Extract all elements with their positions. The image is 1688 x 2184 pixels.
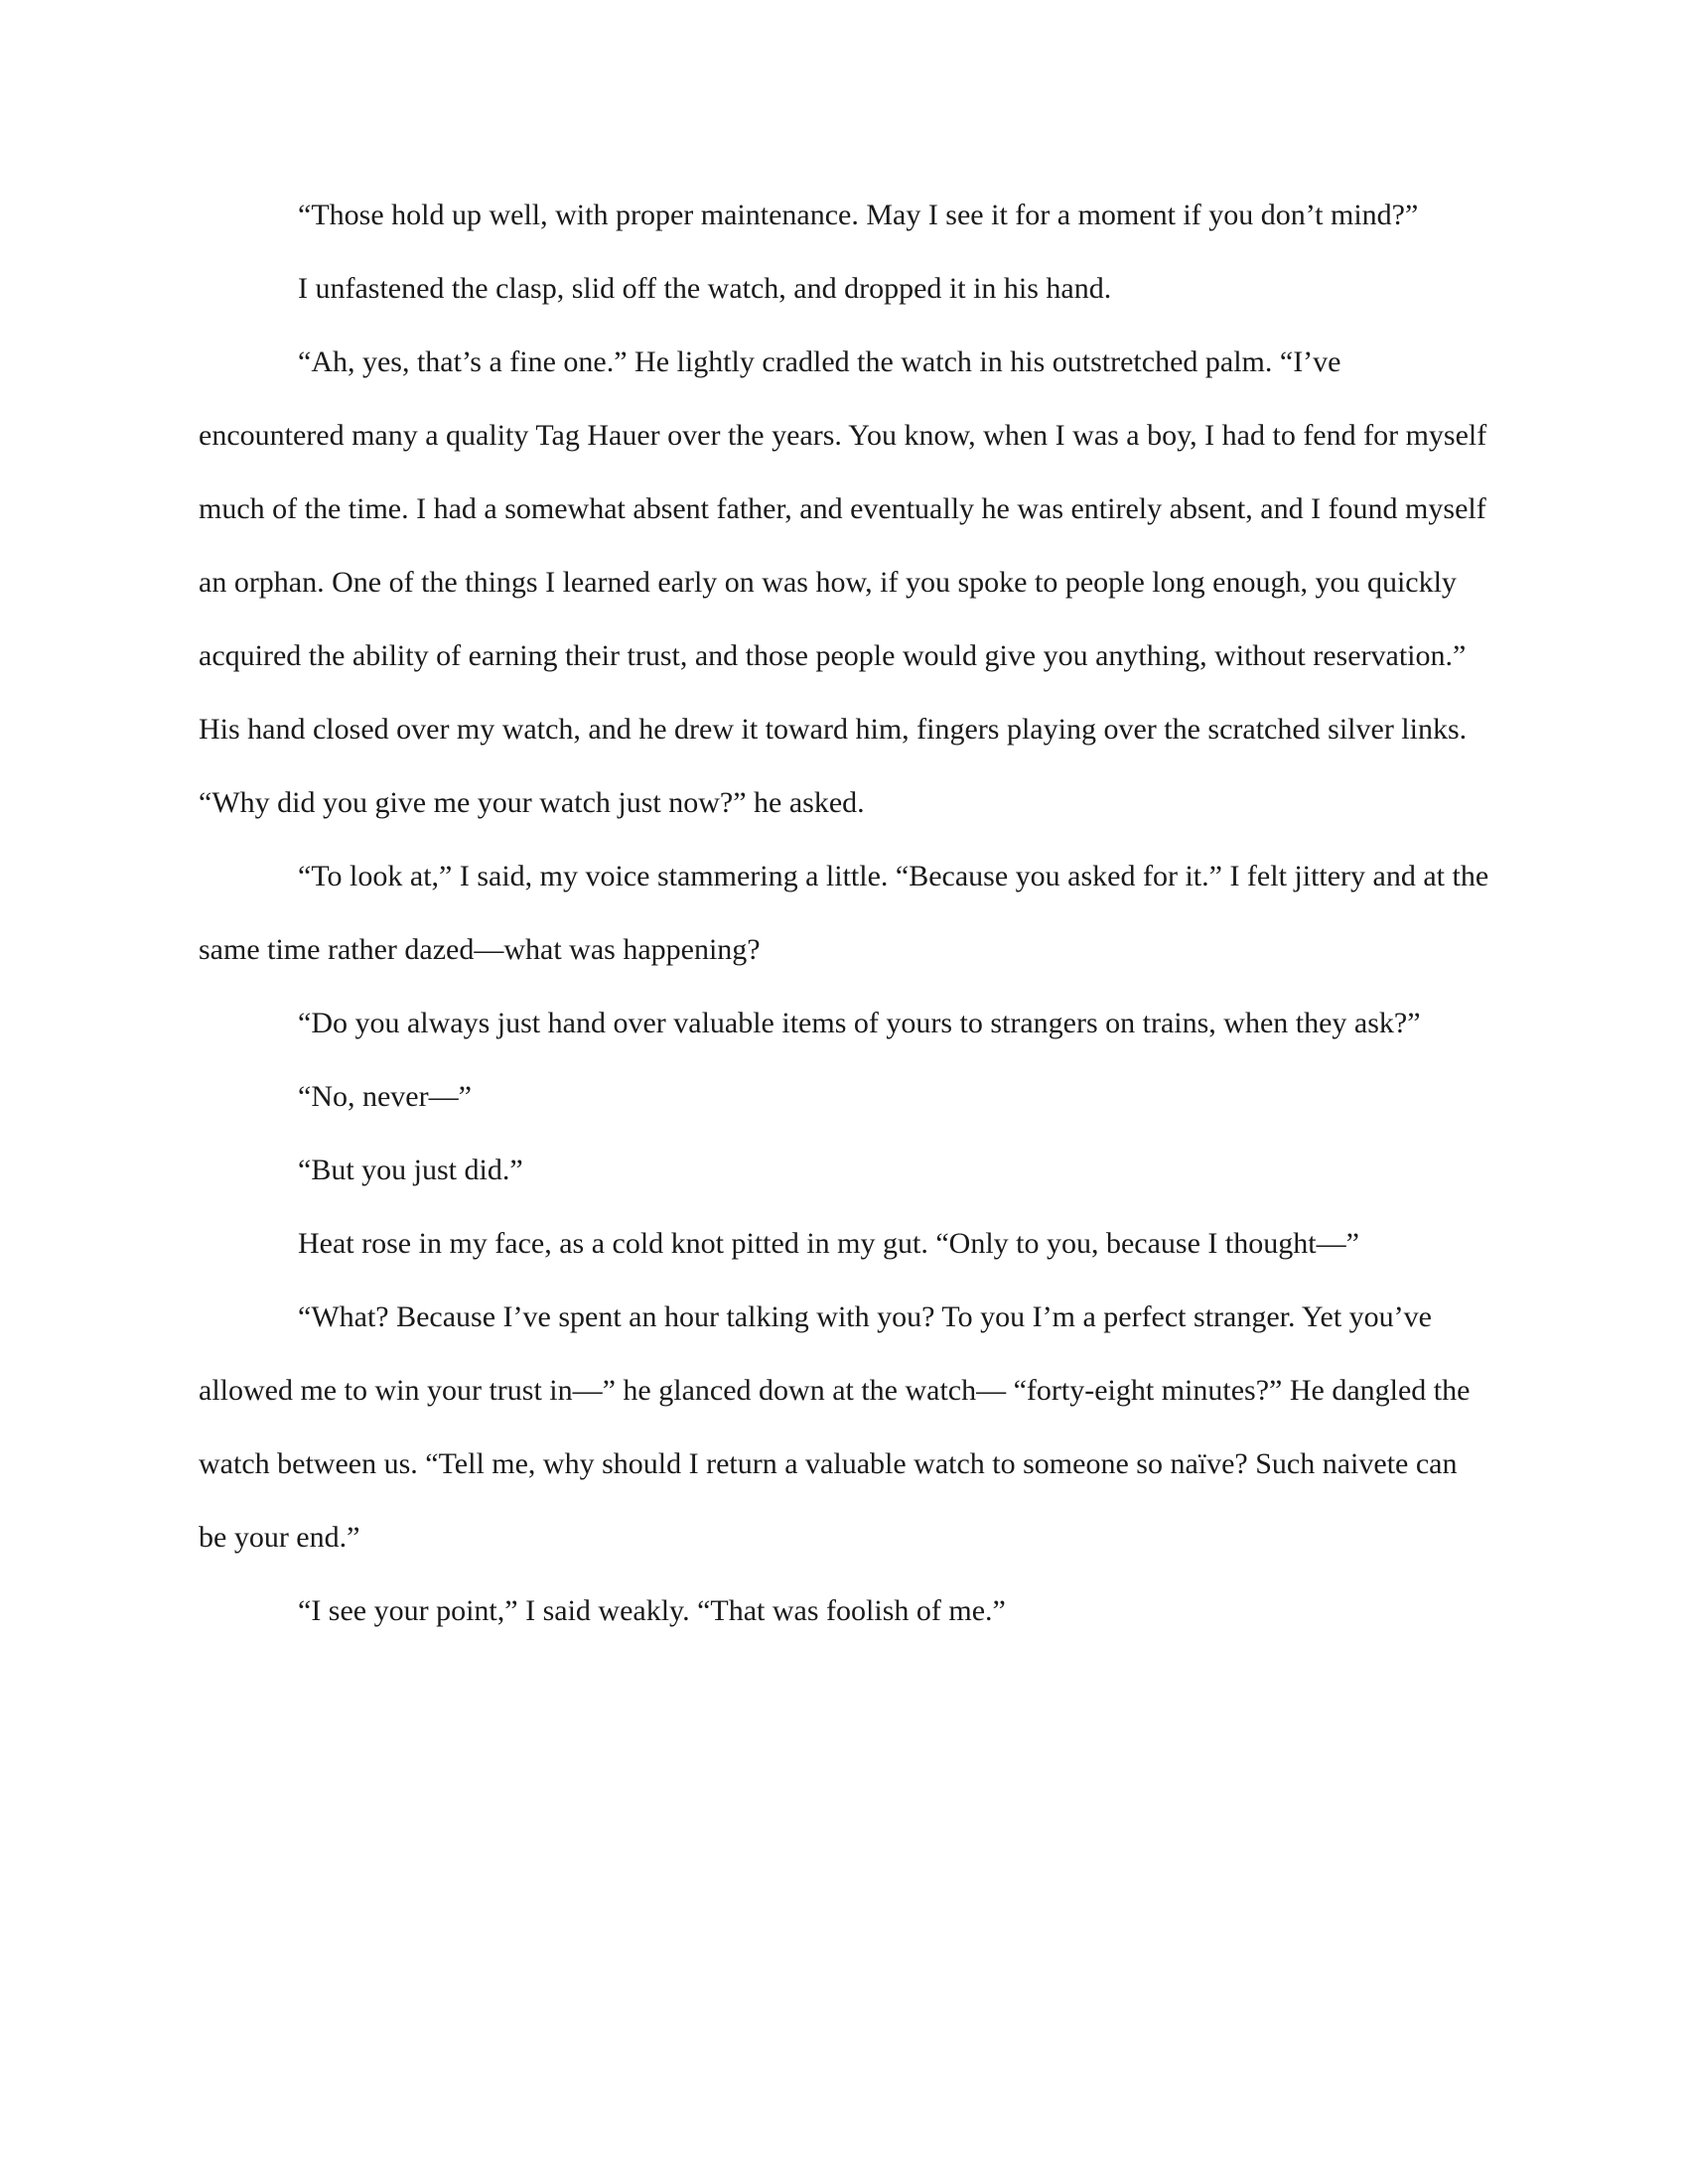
paragraph-6: “No, never—” <box>298 1080 472 1113</box>
paragraph-1: “Those hold up well, with proper maintenance. May I see it for a moment if you don’t mind?” <box>298 199 1419 231</box>
paragraph-9: “What? Because I’ve spent an hour talking with you? To you I’m a perfect stranger. Yet you’ve allowed me to win your trust in—” he glanced down at the watch— “forty-eight minutes?” He dangled the watch between us. “Tell me, why should I return a valuable watch to someone so naïve? Such naivete can be your end.” <box>199 1300 1471 1554</box>
paragraph-7: “But you just did.” <box>298 1154 523 1186</box>
paragraph-4: “To look at,” I said, my voice stammering a little. “Because you asked for it.” I felt jittery and at the same time rather dazed—what was happening? <box>199 860 1489 966</box>
paragraph-10: “I see your point,” I said weakly. “That was foolish of me.” <box>298 1594 1006 1627</box>
paragraph-8: Heat rose in my face, as a cold knot pitted in my gut. “Only to you, because I thought—” <box>298 1227 1359 1260</box>
body-text <box>199 179 1489 1648</box>
paragraph-5: “Do you always just hand over valuable items of yours to strangers on trains, when they ask?” <box>298 1007 1421 1039</box>
paragraph-3: “Ah, yes, that’s a fine one.” He lightly cradled the watch in his outstretched palm. “I’ve encountered many a quality Tag Hauer over the years. You know, when I was a boy, I had to fend for myself much of the time. I had a somewhat absent father, and eventually he was entirely absent, and I found myself an orphan. One of the things I learned early on was how, if you spoke to people long enough, you quickly acquired the ability of earning their trust, and those people would give you anything, without reservation.” His hand closed over my watch, and he drew it toward him, fingers playing over the scratched silver links. “Why did you give me your watch just now?” he asked. <box>199 345 1487 819</box>
paragraph-2: I unfastened the clasp, slid off the watch, and dropped it in his hand. <box>298 272 1112 305</box>
